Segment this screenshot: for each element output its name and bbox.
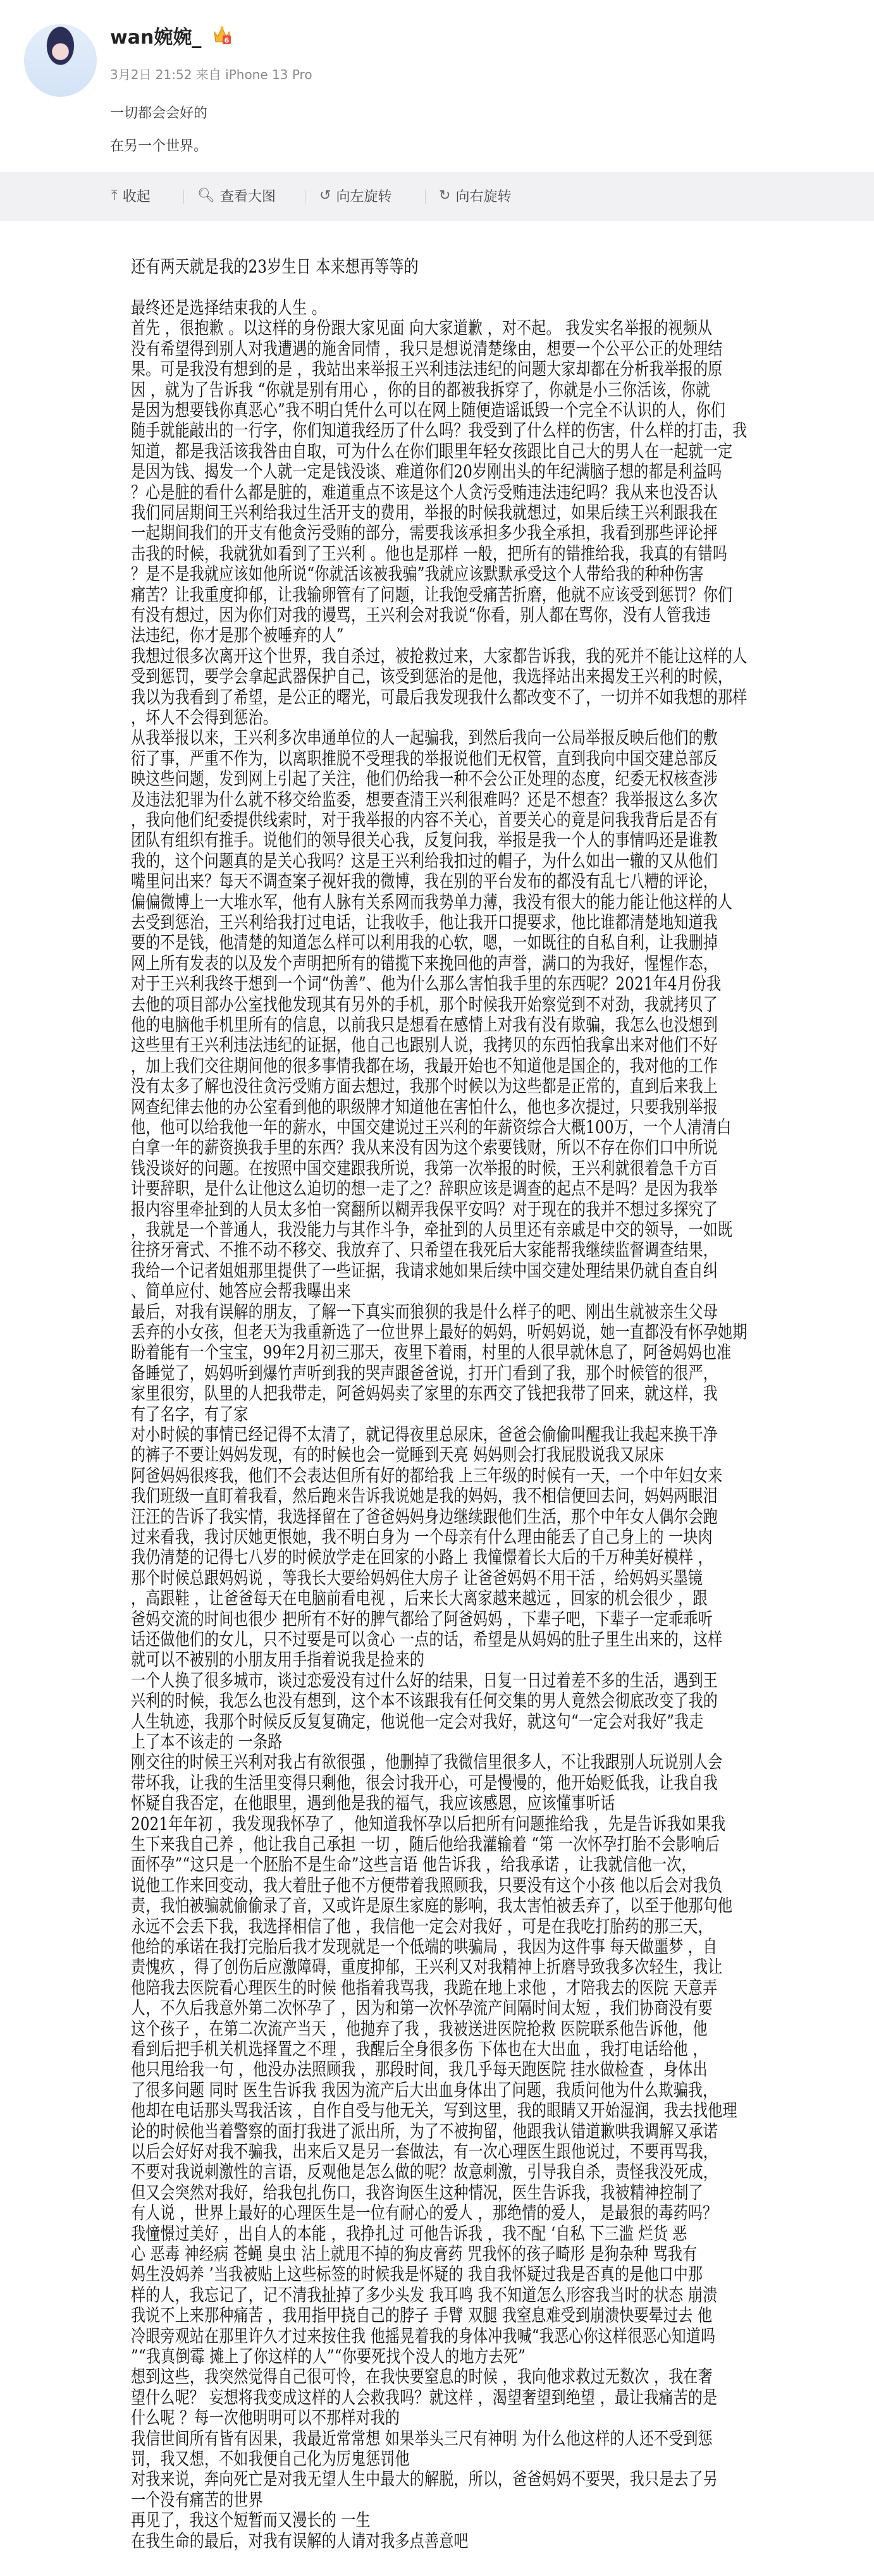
article-line: 丢弃的小女孩，但老天为我重新选了一位世界上最好的妈妈，听妈妈说，她一直都没有怀孕她期 — [131, 1322, 748, 1343]
article-line: 就可以不被别的小朋友用手指着说我是捡来的 — [131, 1650, 424, 1671]
article-line: 要的不是钱，他清楚的知道怎么样可以利用我的心软，嗯，一如既往的自私自利，让我删掉 — [131, 933, 718, 954]
article-line: 一起期间我们的开支有他贪污受贿的部分，需要我该承担多少我全承担，我看到那些评论抨 — [131, 524, 718, 544]
post-text-line: 一切都会会好的 — [110, 106, 208, 121]
article-line: 他只甩给我一句 ，他没办法照顾我 ，那段时间，我几乎每天跑医院 挂水做检查 ，身体出 — [131, 2060, 708, 2080]
article-line: 想到这些，我突然觉得自己很可怜，在我快要窒息的时候 ，我向他求救过无数次 ，我在奢 — [131, 2367, 713, 2388]
article-line: 备睡觉了，妈妈听到爆竹声听到我的哭声跟爸爸说，打开门看到了我，那个时候管的很严， — [131, 1363, 718, 1384]
article-line: 果。可是我没有想到的是 ，我站出来举报王兴利违法违纪的问题大家却都在分析我举报的原 — [131, 359, 723, 380]
article-line: 受到惩罚，要学会拿起武器保护自己，该受到惩治的是他，我选择站出来揭发王兴利的时候， — [131, 666, 733, 687]
rotate-left-label: 向左旋转 — [336, 189, 392, 205]
article-line: 面怀孕”“这只是一个胚胎不是生命”这些言语 他告诉我 ，给我承诺 ，让我就信他一次， — [131, 1855, 696, 1875]
article-line: 家里很穷，队里的人把我带走，阿爸妈妈卖了家里的东西交了钱把我带了回来，就这样，我 — [131, 1383, 718, 1404]
article-line: 网查纪律去他的办公室看到他的职级牌才知道他在害怕什么，他也多次提过，只要我别举报 — [131, 1097, 718, 1118]
collapse-button[interactable] — [111, 186, 151, 205]
article-line: 有了名字，有了家 — [131, 1404, 249, 1425]
article-line: ？是不是我就应该如他所说“你就活该被我骗”我就应该默默承受这个人带给我的种种伤害 — [131, 564, 704, 585]
article-line: 这个孩子 ，在第二次流产当天 ，他抛弃了我 ，我被送进医院抢救 医院联系他告诉他，他 — [131, 2019, 708, 2040]
article-line: 及违法犯罪为什么就不移交给监委，想要查清王兴利很难吗？还是不想查？我举报这么多次 — [131, 790, 718, 811]
article-line: ，我就是一个普通人，我没能力与其作斗争，牵扯到的人员里还有亲戚是中交的领导，一如既 — [131, 1220, 733, 1241]
article-line: ，高跟鞋 ，让爸爸每天在电脑前看电视 ，后来长大离家越来越远 ，回家的机会很少 ，跟 — [131, 1588, 708, 1609]
article-line: 不要对我说刺激性的言语，反观他是怎么做的呢？故意刺激，引导我自杀，责怪我没死成， — [131, 2162, 718, 2183]
arrow-up-icon: ⤒ — [111, 188, 118, 204]
article-line: 是因为钱、揭发一个人就一定是钱没谈、难道你们20岁刚出头的年纪满脑子想的都是利益吗 — [131, 462, 722, 482]
article-line: 对我来说，奔向死亡是对我无望人生中最大的解脱，所以，爸爸妈妈不要哭，我只是去了另 — [131, 2470, 718, 2490]
article-line: 的裤子不要让妈妈发现，有的时候也会一觉睡到天亮 妈妈则会打我屁股说我又尿床 — [131, 1445, 664, 1466]
image-toolbar — [0, 172, 874, 221]
article-line: 我们班级一直盯着我看，然后跑来告诉我说她是我的妈妈，我不相信便回去问，妈妈两眼泪 — [131, 1486, 718, 1507]
article-line: 他却在电话那头骂我活该 ，自作自受与他无关，写到这里，我的眼睛又开始湿润，我去找他理 — [131, 2101, 737, 2121]
article-line: 嘴里问出来？每天不调查案子视奸我的微博，我在别的平台发布的都没有乱七八糟的评论， — [131, 871, 718, 892]
article-line: ，我向他们纪委提供线索时，对于我举报的内容不关心，首要关心的竟是问我我背后是否有 — [131, 810, 718, 831]
article-line: 我说不上来那种痛苦 ，我用指甲挠自己的脖子 手臂 双腿 我窒息难受到崩溃快要晕过去 他 — [131, 2305, 713, 2326]
article-line: 我们同居期间王兴利给我过生活开支的费用，举报的时候我就想过，如果后续王兴利跟我在 — [131, 503, 718, 524]
divider — [183, 190, 184, 204]
article-line: 冷眼旁观站在那里许久才过来按住我 他摇晃着我的身体冲我喊“我恶心你这样很恶心知道吗 — [131, 2326, 716, 2347]
article-line: 随手就能敲出的一行字，你们知道我经历了什么吗？我受到了什么样的伤害，什么样的打击，我 — [131, 421, 748, 441]
article-line: 他，他可以给我他一年的薪水，中国交建说过王兴利的年薪资综合大概100万，一个人清清白 — [131, 1117, 732, 1138]
article-line: 有没有想过，因为你们对我的谩骂，王兴利会对我说“你看，别人都在骂你，没有人管我违 — [131, 605, 711, 626]
article-line: 2021年年初 ，我发现我怀孕了 ，他知道我怀孕以后把所有问题推给我 ，先是告诉我如果我 — [131, 1814, 726, 1835]
article-line: 钱没谈好的问题。在按照中国交建跟我所说，我第一次举报的时候，王兴利就很着急千方百 — [131, 1158, 718, 1179]
article-line: 首先 ，很抱歉 。以这样的身份跟大家见面 向大家道歉 ，对不起。 我发实名举报的视频从 — [131, 319, 713, 339]
rotate-ccw-icon: ↺ — [319, 188, 331, 204]
article-line: 有人说 ，世界上最好的心理医生是一位有耐心的爱人 ，那绝情的爱人， 是最狠的毒药吗？ — [131, 2203, 718, 2224]
article-line: 从我举报以来，王兴利多次串通单位的人一起骗我，到然后我向一公局举报反映后他们的敷 — [131, 728, 718, 749]
article-line: 我以为我看到了希望，是公正的曙光，可最后我发现我什么都改变不了，一切并不如我想的那样 — [131, 687, 748, 708]
article-line: 是因为想要钱你真恶心”我不明白凭什么可以在网上随便造谣诋毁一个完全不认识的人，你们 — [131, 400, 725, 421]
username[interactable]: wan婉婉_ — [110, 27, 202, 49]
post-meta: 3月2日 21:52 来自 iPhone 13 Pro — [110, 67, 312, 82]
article-line: 偏偏微博上一大堆水军，他有人脉有关系网而我势单力薄，我没有很大的能力能让他这样的人 — [131, 892, 733, 913]
long-text-image[interactable] — [0, 221, 874, 2576]
view-large-button[interactable] — [197, 186, 276, 205]
badge-level: 6 — [224, 36, 230, 45]
article-line: 过来看我，我讨厌她更恨她，我不明白身为 一个母亲有什么理由能丢了自己身上的 一块肉 — [131, 1527, 713, 1548]
article-line: ”“我真倒霉 摊上了你这样的人”“你要死找个没人的地方去死” — [131, 2346, 526, 2367]
article-line: 盼着能有一个宝宝，99年2月初三那天，夜里下着雨，村里的人很早就休息了，阿爸妈妈也准 — [131, 1343, 732, 1363]
article-line: 痛苦？让我重度抑郁，让我输卵管有了问题，让我饱受痛苦折磨，他就不应该受到惩罚？你们 — [131, 585, 733, 606]
article-line: 以后会好好对我不骗我，出来后又是另一套做法，有一次心理医生跟他说过，不要再骂我， — [131, 2142, 718, 2162]
article-line: 去受到惩治，王兴利给我打过电话，让我收手，他让我开口提要求，他比谁都清楚地知道我 — [131, 912, 718, 933]
article-line: 生下来我自己养 ，他让我自己承担 一切 ，随后他给我灌输着 “第 一次怀孕打胎不会影响后 — [131, 1834, 720, 1855]
article-line: 心 恶毒 神经病 苍蝇 臭虫 沾上就甩不掉的狗皮膏药 咒我怀的孩子畸形 是狗杂种 骂我有 — [131, 2244, 698, 2265]
article-line: 人，不久后我意外第二次怀孕了 ，因为和第一次怀孕流产间隔时间太短 ，我们协商没有要 — [131, 1998, 713, 2019]
article-line: 对于王兴利我终于想到一个词“伪善”、他为什么那么害怕我手里的东西呢？2021年4月份我 — [131, 974, 722, 995]
article-line: 我仍清楚的记得七八岁的时候放学走在回家的小路上 我憧憬着长大后的千万种美好模样 ， — [131, 1548, 713, 1568]
article-line: 他给的承诺在我打完胎后我才发现就是一个低端的哄骗局 ，我因为这件事 每天做噩梦 ，自 — [131, 1937, 718, 1958]
article-line: 映这些问题，发到网上引起了关注，他们仍给我一种不会公正处理的态度，纪委无权核查涉 — [131, 769, 718, 790]
article-line: 还有两天就是我的23岁生日 本来想再等等的 — [131, 257, 419, 278]
article-line: 白拿一年的薪资换我手里的东西？我从来没有因为这个索要钱财，所以不存在你们口中所说 — [131, 1138, 718, 1158]
article-line: 衍了事，严重不作为，以离职推脱不受理我的举报说他们无权管，直到我向中国交建总部反 — [131, 749, 718, 770]
article-line: 那个时候总跟妈妈说 ，等我长大要给妈妈住大房子 让爸爸妈妈不用干活 ，给妈妈买墨镜 — [131, 1568, 703, 1589]
article-line: 他陪我去医院看心理医生的时候 他指着我骂我，我跪在地上求他 ，才陪我去的医院 天意弄 — [131, 1978, 718, 1999]
article-line: 知道，都是我活该我咎由自取，可为什么在你们眼里年轻女孩跟比自己大的男人在一起就一定 — [131, 441, 733, 462]
article-line: 最终还是选择结束我的人生 。 — [131, 298, 327, 319]
rotate-right-button[interactable] — [439, 186, 511, 205]
magnifier-icon: 🔍︎ — [197, 188, 215, 204]
article-line: 什么呢 ？每一次他明明可以不那样对我的 — [131, 2408, 400, 2429]
article-line: 罚，我又想，不如我便自己化为厉鬼惩罚他 — [131, 2449, 410, 2470]
article-line: 说他工作来回变动，我大着肚子他不方便带着我照顾我，只要没有这个小孩 他以后会对我负 — [131, 1875, 723, 1896]
article-line: 妈生没妈养 ’当我被贴上这些标签的时候我是怀疑的 我自我怀疑过我是否真的是他口中那 — [131, 2265, 703, 2285]
article-line: 刚交往的时候王兴利对我占有欲很强 ，他删掉了我微信里很多人，不让我跟别人玩说别人会 — [131, 1753, 723, 1773]
article-line: 团队有组织有推手。说他们的领导很关心我，反复问我，举报是我一个人的事情吗还是谁教 — [131, 831, 718, 851]
article-line: 话还做他们的女儿，只不过要是可以贪心 一点的话，希望是从妈妈的肚子里生出来的，这样 — [131, 1629, 723, 1650]
article-line: 上了本不该走的 一条路 — [131, 1732, 283, 1753]
article-line: 他的电脑他手机里所有的信息，以前我只是想看在感情上对我有没有欺骗，我怎么也没想到 — [131, 1015, 718, 1036]
article-line: 往挤牙膏式、不推不动不移交、我放弃了、只希望在我死后大家能帮我继续监督调查结果， — [131, 1241, 718, 1261]
article-line: 汪汪的告诉了我实情，我选择留在了爸爸妈妈身边继续跟他们生活，那个中年女人偶尔会跑 — [131, 1507, 718, 1528]
article-line: 法违纪，你才是那个被唾弃的人” — [131, 626, 344, 646]
article-line: 对小时候的事情已经记得不太清了，就记得夜里总尿床，爸爸会偷偷叫醒我让我起来换干净 — [131, 1425, 718, 1445]
article-line: 我想过很多次离开这个世界，我自杀过，被抢救过来，大家都告诉我，我的死并不能让这样的人 — [131, 646, 748, 667]
collapse-label: 收起 — [122, 189, 151, 205]
article-line: 我的，这个问题真的是关心我吗？这是王兴利给我扣过的帽子，为什么如出一辙的又从他们 — [131, 851, 718, 872]
article-line: 我憧憬过美好 ，出自人的本能 ，我挣扎过 可他告诉我 ，我不配 ‘自私 下三滥 烂货 恶 — [131, 2224, 687, 2245]
article-line: 责愧疚 ，得了创伤后应激障碍，重度抑郁，王兴利又对我精神上折磨导致我多次轻生，我让 — [131, 1958, 723, 1978]
rotate-left-button[interactable] — [319, 186, 391, 205]
article-line: 论的时候他当着警察的面打我进了派出所，为了不被拘留，他跟我认错道歉哄我调解又承诺 — [131, 2121, 718, 2142]
article-line: 看到后把手机关机选择置之不理 ，我醒后全身很多伤 下体也在大出血 ，我打电话给他 ， — [131, 2039, 708, 2060]
avatar[interactable] — [24, 24, 97, 97]
article-line: 在我生命的最后，对我有误解的人请对我多点善意吧 — [131, 2531, 469, 2552]
article-line: 责，我怕被骗就偷偷录了音，又或许是原生家庭的影响，我太害怕被丢弃了，以至于他那句他 — [131, 1896, 733, 1917]
rotate-cw-icon: ↻ — [439, 188, 451, 204]
rotate-right-label: 向右旋转 — [455, 189, 512, 205]
article-line: 永远不会丢下我，我选择相信了他 ，我信他一定会对我好 ，可是在我吃打胎药的那三天， — [131, 1917, 713, 1937]
article-line: 兴利的时候，我怎么也没有想到，这个本不该跟我有任何交集的男人竟然会彻底改变了我的 — [131, 1691, 718, 1712]
article-line: 怀疑自我否定，在他眼里，遇到他是我的福气，我应该感恩，应该懂事听话 — [131, 1793, 615, 1814]
article-line: 击我的时候，我就犹如看到了王兴利 。他也是那样 一般，把所有的错推给我，我真的有错吗 — [131, 544, 728, 565]
post-text-line: 在另一个世界。 — [110, 138, 208, 154]
article-line: 没有太多了解也没往贪污受贿方面去想过，我那个时候以为这些都是正常的，直到后来我上 — [131, 1076, 718, 1097]
article-line: ？心是脏的看什么都是脏的，难道重点不该是这个人贪污受贿违法违纪吗？我从来也没否认 — [131, 482, 718, 503]
article-line: 人生轨迹，我那个时候反反复复确定，他说他一定会对我好，就这句“一定会对我好”我走 — [131, 1712, 704, 1733]
article-line: 网上所有发表的以及发个声明把所有的错揽下来挽回他的声誉，满口的为我好，惺惺作态， — [131, 954, 718, 974]
article-line: 最后，对我有误解的朋友，了解一下真实而狼狈的我是什么样子的吧、刚出生就被亲生父母 — [131, 1302, 718, 1323]
article-line: 望什么呢？ 妄想将我变成这样的人会救我吗？就这样 ，渴望奢望到绝望 ，最让我痛苦的是 — [131, 2388, 718, 2408]
article-line: 没有希望得到别人对我遭遇的施舍同情 ，我只是想说清楚缘由，想要一个公平公正的处理结 — [131, 339, 723, 360]
article-line: 我给一个记者姐姐那里提供了一些证据，我请求她如果后续中国交建处理结果仍就自查自纠 — [131, 1261, 718, 1282]
article-line: 一个人换了很多城市，谈过恋爱没有过什么好的结果，日复一日过着差不多的生活，遇到王 — [131, 1671, 718, 1691]
article-line: 样的人，我忘记了，记不清我扯掉了多少头发 我耳鸣 我不知道怎么形容我当时的状态 崩溃 — [131, 2285, 718, 2306]
vip-crown-badge-icon[interactable] — [212, 24, 231, 46]
article-line: 报内容里牵扯到的人员太多怕一窝翻所以糊弄我保平安吗？对于现在的我并不想过多探究了 — [131, 1199, 718, 1220]
article-line: 再见了，我这个短暂而又漫长的 一生 — [131, 2510, 371, 2531]
article-line: 计要辞职，是什么让他这么迫切的想一走了之？辞职应该是调查的起点不是吗？是因为我举 — [131, 1179, 718, 1199]
article-line: 爸妈交流的时间也很少 把所有不好的脾气都给了阿爸妈妈 ，下辈子吧，下辈子一定乖乖听 — [131, 1609, 713, 1630]
article-line: 因 ，就为了告诉我 “你就是别有用心 ，你的目的都被我拆穿了，你就是小三你活该，你就 — [131, 380, 711, 401]
article-line: 我信世间所有皆有因果，我最近常常想 如果举头三尺有神明 为什么他这样的人还不受到惩 — [131, 2429, 713, 2450]
article-line: 这些里有王兴利违法违纪的证据，他自己也跟别人说，我拷贝的东西怕我拿出来对他们不好 — [131, 1036, 718, 1056]
article-line: 去他的项目部办公室找他发现其有另外的手机，那个时候我开始察觉到不对劲，我就拷贝了 — [131, 995, 718, 1015]
article-line: ，坏人不会得到惩治。 — [131, 708, 278, 728]
view-large-label: 查看大图 — [219, 189, 276, 205]
article-line: 带坏我，让我的生活里变得只剩他，很会讨我开心，可是慢慢的，他开始贬低我，让我自我 — [131, 1773, 718, 1794]
article-line: ，加上我们交往期间他的很多事情我都在场，我最开始也不知道他是国企的，我对他的工作 — [131, 1056, 718, 1077]
article-line: 但又会突然对我好，给我包扎伤口，我咨询医生这种情况，医生告诉我，我被精神控制了 — [131, 2183, 703, 2204]
article-line: 、简单应付、她答应会帮我曝出来 — [131, 1281, 351, 1302]
article-line: 一个没有痛苦的世界 — [131, 2490, 263, 2511]
divider — [425, 190, 426, 204]
article-line: 了很多问题 同时 医生告诉我 我因为流产后大出血身体出了问题，我质问他为什么欺骗我， — [131, 2080, 718, 2101]
article-line: 阿爸妈妈很疼我，他们不会表达但所有好的都给我 上三年级的时候有一天，一个中年妇女来 — [131, 1466, 723, 1487]
